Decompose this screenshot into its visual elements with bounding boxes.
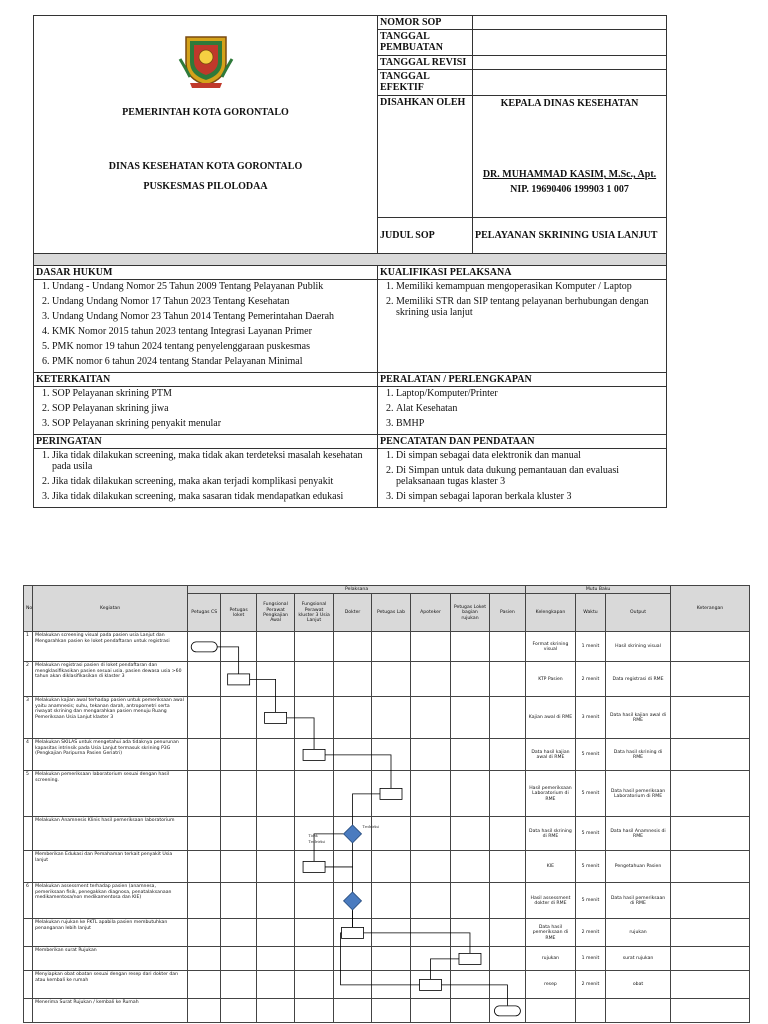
judul-sop-value: PELAYANAN SKRINING USIA LANJUT bbox=[473, 218, 667, 254]
table-row bbox=[24, 739, 750, 771]
actor-header: Fungsional Perawat Pengkajian Awal bbox=[256, 594, 294, 632]
actor-cell bbox=[451, 662, 489, 697]
kelengkapan-cell: KIE bbox=[526, 851, 576, 883]
actor-cell bbox=[372, 999, 410, 1023]
output-cell: Data registrasi di RME bbox=[606, 662, 671, 697]
actor-cell bbox=[410, 851, 451, 883]
actor-cell bbox=[295, 971, 333, 999]
actor-cell bbox=[451, 817, 489, 851]
row-number: 2 bbox=[24, 662, 33, 697]
actor-cell bbox=[221, 971, 256, 999]
actor-cell bbox=[451, 999, 489, 1023]
actor-cell bbox=[372, 739, 410, 771]
list-item: 2. Undang Undang Nomor 17 Tahun 2023 Tentang Kesehatan bbox=[52, 296, 375, 307]
actor-cell bbox=[256, 697, 294, 739]
list-item: 1. SOP Pelayanan skrining PTM bbox=[52, 388, 375, 399]
actor-cell bbox=[295, 662, 333, 697]
actor-cell bbox=[333, 632, 371, 662]
actor-cell bbox=[410, 999, 451, 1023]
actor-cell bbox=[188, 971, 221, 999]
kegiatan-cell: Menerima Surat Rujukan / kembali ke Rumah bbox=[33, 999, 188, 1023]
label-terdeteksi-right: Terdeteksi bbox=[362, 823, 380, 829]
kegiatan-header: Kegiatan bbox=[33, 586, 188, 632]
actor-cell bbox=[489, 771, 525, 817]
kegiatan-cell: Melakukan registrasi pasien di loket pendaftaran dan mengklasifikasikan pasien sesuai usia. pasien dewasa usia >60 tahun akan diklasifikasikan di klaster 3 bbox=[33, 662, 188, 697]
tanggal-revisi-label: TANGGAL REVISI bbox=[378, 56, 473, 70]
actor-cell bbox=[333, 947, 371, 971]
list-item: 1. Laptop/Komputer/Printer bbox=[396, 388, 664, 399]
peringatan-list bbox=[34, 449, 378, 508]
actor-cell bbox=[256, 851, 294, 883]
actor-cell bbox=[295, 919, 333, 947]
kelengkapan-cell: Hasil assessment dokter di RME bbox=[526, 883, 576, 919]
list-item: 3. BMHP bbox=[396, 418, 664, 429]
table-row bbox=[24, 999, 750, 1023]
actor-cell bbox=[333, 662, 371, 697]
approver-nip: NIP. 19690406 199903 1 007 bbox=[510, 184, 629, 195]
actor-cell bbox=[295, 883, 333, 919]
actor-cell bbox=[333, 697, 371, 739]
list-item: 2. SOP Pelayanan skrining jiwa bbox=[52, 403, 375, 414]
nomor-sop-label: NOMOR SOP bbox=[378, 16, 473, 30]
actor-cell bbox=[489, 697, 525, 739]
list-item: 4. KMK Nomor 2015 tahun 2023 tentang Integrasi Layanan Primer bbox=[52, 326, 375, 337]
waktu-cell: 2 menit bbox=[575, 662, 605, 697]
kualifikasi-title: KUALIFIKASI PELAKSANA bbox=[378, 266, 667, 280]
keterangan-cell bbox=[670, 697, 749, 739]
actor-cell bbox=[221, 947, 256, 971]
waktu-cell: 1 menit bbox=[575, 632, 605, 662]
actor-header: Petugas Loket bagian rujukan bbox=[451, 594, 489, 632]
actor-cell bbox=[451, 697, 489, 739]
actor-cell bbox=[188, 662, 221, 697]
row-number: 5 bbox=[24, 771, 33, 817]
keterangan-cell bbox=[670, 632, 749, 662]
actor-cell bbox=[256, 662, 294, 697]
kegiatan-cell: Melakukan pemeriksaan laboratorium sesuai dengan hasil screening. bbox=[33, 771, 188, 817]
unit-line: PUSKESMAS PILOLODAA bbox=[143, 181, 268, 192]
separator-row bbox=[34, 254, 667, 266]
kegiatan-cell: Melakukan rujukan ke FKTL apabila pasien membutuhkan penanganan lebih lanjut bbox=[33, 919, 188, 947]
actor-cell bbox=[221, 771, 256, 817]
actor-header: Petugas loket bbox=[221, 594, 256, 632]
actor-cell bbox=[333, 971, 371, 999]
keterangan-cell bbox=[670, 662, 749, 697]
approver-name: DR. MUHAMMAD KASIM, M.Sc., Apt. bbox=[482, 169, 657, 180]
actor-cell bbox=[451, 739, 489, 771]
peringatan-title: PERINGATAN bbox=[34, 435, 378, 449]
kelengkapan-cell: Format skrining visual bbox=[526, 632, 576, 662]
keterangan-header: Keterangan bbox=[670, 586, 749, 632]
actor-cell bbox=[221, 697, 256, 739]
waktu-cell bbox=[575, 999, 605, 1023]
actor-cell bbox=[295, 999, 333, 1023]
keterangan-cell bbox=[670, 999, 749, 1023]
table-row bbox=[24, 883, 750, 919]
kelengkapan-cell: Data hasil pemeriksaan di RME bbox=[526, 919, 576, 947]
actor-cell bbox=[489, 971, 525, 999]
output-cell: Hasil skrining visual bbox=[606, 632, 671, 662]
actor-cell bbox=[188, 999, 221, 1023]
actor-cell bbox=[489, 947, 525, 971]
table-row bbox=[24, 632, 750, 662]
actor-cell bbox=[256, 632, 294, 662]
actor-cell bbox=[372, 947, 410, 971]
actor-cell bbox=[295, 632, 333, 662]
list-item: 3. Di simpan sebagai laporan berkala kluster 3 bbox=[396, 491, 664, 502]
actor-cell bbox=[188, 697, 221, 739]
actor-cell bbox=[489, 999, 525, 1023]
actor-cell bbox=[333, 919, 371, 947]
waktu-cell: 3 menit bbox=[575, 697, 605, 739]
output-cell: Data hasil Anamnesis di RME bbox=[606, 817, 671, 851]
actor-cell bbox=[221, 817, 256, 851]
actor-cell bbox=[451, 771, 489, 817]
list-item: 2. Alat Kesehatan bbox=[396, 403, 664, 414]
actor-header: Petugas CS bbox=[188, 594, 221, 632]
keterangan-cell bbox=[670, 771, 749, 817]
kualifikasi-list bbox=[378, 280, 667, 373]
waktu-cell: 5 menit bbox=[575, 771, 605, 817]
dept-line: DINAS KESEHATAN KOTA GORONTALO bbox=[108, 161, 303, 172]
list-item: 1. Jika tidak dilakukan screening, maka tidak akan terdeteksi masalah kesehatan pada usila bbox=[52, 450, 375, 472]
judul-sop-label: JUDUL SOP bbox=[378, 218, 473, 254]
actor-cell bbox=[451, 947, 489, 971]
actor-cell bbox=[451, 851, 489, 883]
output-cell: obat bbox=[606, 971, 671, 999]
peralatan-list bbox=[378, 387, 667, 435]
actor-cell bbox=[221, 883, 256, 919]
list-item: 3. Jika tidak dilakukan screening, maka sasaran tidak mendapatkan edukasi bbox=[52, 491, 375, 502]
actor-cell bbox=[489, 883, 525, 919]
peralatan-title: PERALATAN / PERLENGKAPAN bbox=[378, 373, 667, 387]
waktu-cell: 1 menit bbox=[575, 947, 605, 971]
waktu-cell: 5 menit bbox=[575, 817, 605, 851]
approver-cell bbox=[473, 96, 667, 218]
actor-cell bbox=[188, 919, 221, 947]
table-row bbox=[24, 662, 750, 697]
actor-cell bbox=[410, 971, 451, 999]
output-cell: Pengetahuan Pasien bbox=[606, 851, 671, 883]
actor-cell bbox=[256, 883, 294, 919]
no-header: No bbox=[24, 586, 33, 632]
actor-cell bbox=[221, 851, 256, 883]
list-item: 2. Di Simpan untuk data dukung pemantauan dan evaluasi pelaksanaan tugas klaster 3 bbox=[396, 465, 664, 487]
actor-cell bbox=[410, 919, 451, 947]
actor-cell bbox=[256, 999, 294, 1023]
row-number: 1 bbox=[24, 632, 33, 662]
keterangan-cell bbox=[670, 883, 749, 919]
list-item: 5. PMK nomor 19 tahun 2024 tentang penyelenggaraan puskesmas bbox=[52, 341, 375, 352]
actor-cell bbox=[188, 851, 221, 883]
actor-cell bbox=[256, 771, 294, 817]
kelengkapan-cell: resep bbox=[526, 971, 576, 999]
actor-cell bbox=[221, 632, 256, 662]
waktu-cell: 2 menit bbox=[575, 919, 605, 947]
actor-header: Petugas Lab bbox=[372, 594, 410, 632]
table-row bbox=[24, 947, 750, 971]
actor-cell bbox=[188, 739, 221, 771]
actor-cell bbox=[221, 919, 256, 947]
table-row bbox=[24, 817, 750, 851]
keterangan-cell bbox=[670, 947, 749, 971]
row-number: 3 bbox=[24, 697, 33, 739]
list-item: 2. Memiliki STR dan SIP tentang pelayanan berhubungan dengan skrining usia lanjut bbox=[396, 296, 664, 318]
actor-cell bbox=[333, 999, 371, 1023]
kelengkapan-cell: KTP Pasien bbox=[526, 662, 576, 697]
org-line: PEMERINTAH KOTA GORONTALO bbox=[122, 107, 289, 118]
actor-cell bbox=[333, 739, 371, 771]
output-cell: surat rujukan bbox=[606, 947, 671, 971]
list-item: 1. Di simpan sebagai data elektronik dan manual bbox=[396, 450, 664, 461]
keterangan-cell bbox=[670, 739, 749, 771]
actor-cell bbox=[410, 947, 451, 971]
actor-cell bbox=[188, 947, 221, 971]
actor-header: Apoteker bbox=[410, 594, 451, 632]
table-row bbox=[24, 919, 750, 947]
actor-cell bbox=[489, 851, 525, 883]
waktu-cell: 5 menit bbox=[575, 851, 605, 883]
actor-cell bbox=[410, 632, 451, 662]
row-number bbox=[24, 919, 33, 947]
actor-cell bbox=[295, 851, 333, 883]
actor-cell bbox=[188, 817, 221, 851]
output-cell: Data hasil kajian awal di RME bbox=[606, 697, 671, 739]
actor-cell bbox=[372, 771, 410, 817]
row-number: 6 bbox=[24, 883, 33, 919]
disahkan-oleh-label: DISAHKAN OLEH bbox=[378, 96, 473, 218]
dasar-hukum-title: DASAR HUKUM bbox=[34, 266, 378, 280]
sop-header-table bbox=[33, 15, 667, 508]
actor-cell bbox=[451, 971, 489, 999]
actor-cell bbox=[372, 632, 410, 662]
kelengkapan-cell: Data hasil skrining di RME bbox=[526, 817, 576, 851]
actor-cell bbox=[333, 817, 371, 851]
actor-cell bbox=[451, 632, 489, 662]
actor-cell bbox=[410, 697, 451, 739]
tanggal-efektif-value bbox=[473, 70, 667, 96]
table-row bbox=[24, 771, 750, 817]
actor-cell bbox=[256, 947, 294, 971]
actor-cell bbox=[489, 632, 525, 662]
actor-cell bbox=[410, 739, 451, 771]
kegiatan-cell: Melakukan assessment terhadap pasien (anamnesa, pemeriksaan fisik, penegakkan diagnosa, penatalaksanaan medikamentosa/non medikamentosa dan KIE) bbox=[33, 883, 188, 919]
list-item: 3. SOP Pelayanan skrining penyakit menular bbox=[52, 418, 375, 429]
dasar-hukum-list bbox=[34, 280, 378, 373]
kegiatan-cell: Menyiapkan obat obatan sesuai dengan resep dari dokter dan atau kembali ke rumah bbox=[33, 971, 188, 999]
row-number bbox=[24, 971, 33, 999]
actor-cell bbox=[188, 632, 221, 662]
actor-cell bbox=[410, 817, 451, 851]
mutu-baku-header: Mutu Baku bbox=[526, 586, 671, 594]
actor-cell bbox=[188, 771, 221, 817]
list-item: 1. Undang - Undang Nomor 25 Tahun 2009 Tentang Pelayanan Publik bbox=[52, 281, 375, 292]
actor-cell bbox=[221, 662, 256, 697]
actor-cell bbox=[451, 919, 489, 947]
waktu-cell: 5 menit bbox=[575, 739, 605, 771]
row-number bbox=[24, 999, 33, 1023]
actor-cell bbox=[295, 739, 333, 771]
pencatatan-title: PENCATATAN DAN PENDATAAN bbox=[378, 435, 667, 449]
actor-cell bbox=[256, 919, 294, 947]
kegiatan-cell: Memberikan Edukasi dan Pemahaman terkait penyakit Usia lanjut bbox=[33, 851, 188, 883]
kelengkapan-cell: Kajian awal di RME bbox=[526, 697, 576, 739]
actor-cell bbox=[410, 883, 451, 919]
actor-cell bbox=[410, 662, 451, 697]
keterangan-cell bbox=[670, 817, 749, 851]
table-row bbox=[24, 697, 750, 739]
actor-cell bbox=[410, 771, 451, 817]
pencatatan-list bbox=[378, 449, 667, 508]
mutu-col-header: Waktu bbox=[575, 594, 605, 632]
list-item: 6. PMK nomor 6 tahun 2024 tentang Standar Pelayanan Minimal bbox=[52, 356, 375, 367]
tanggal-efektif-label: TANGGAL EFEKTIF bbox=[378, 70, 473, 96]
actor-cell bbox=[295, 817, 333, 851]
actor-cell bbox=[221, 739, 256, 771]
output-cell: Data hasil pemeriksaan Laboratorium di RME bbox=[606, 771, 671, 817]
list-item: 2. Jika tidak dilakukan screening, maka akan terjadi komplikasi penyakit bbox=[52, 476, 375, 487]
actor-cell bbox=[489, 739, 525, 771]
table-row bbox=[24, 971, 750, 999]
actor-cell bbox=[333, 771, 371, 817]
actor-cell bbox=[372, 851, 410, 883]
actor-cell bbox=[295, 947, 333, 971]
list-item: 3. Undang Undang Nomor 23 Tahun 2014 Tentang Pemerintahan Daerah bbox=[52, 311, 375, 322]
kegiatan-cell: Melakukan screening visual pada pasien usia Lanjut dan Mengarahkan pasien ke loket pendaftaran untuk registrasi bbox=[33, 632, 188, 662]
actor-cell bbox=[489, 919, 525, 947]
table-row bbox=[24, 851, 750, 883]
nomor-sop-value bbox=[473, 16, 667, 30]
keterkaitan-list bbox=[34, 387, 378, 435]
kegiatan-cell: Melakukan kajian awal terhadap pasien untuk pemeriksaan awal yaitu anamnesis; suhu, tekanan darah, antropometri serta riwayat skrining dan mengarahkan pasien menuju Ruang Pemeriksaan Usia Lanjut klaster 3 bbox=[33, 697, 188, 739]
actor-cell bbox=[256, 739, 294, 771]
actor-cell bbox=[451, 883, 489, 919]
keterangan-cell bbox=[670, 919, 749, 947]
row-number: 4 bbox=[24, 739, 33, 771]
actor-header: Dokter bbox=[333, 594, 371, 632]
output-cell: rujukan bbox=[606, 919, 671, 947]
actor-cell bbox=[295, 697, 333, 739]
actor-cell bbox=[372, 817, 410, 851]
keterangan-cell bbox=[670, 851, 749, 883]
actor-cell bbox=[372, 919, 410, 947]
output-cell bbox=[606, 999, 671, 1023]
actor-header: Pasien bbox=[489, 594, 525, 632]
actor-cell bbox=[256, 971, 294, 999]
actor-cell bbox=[489, 817, 525, 851]
output-cell: Data hasil skrining di RME bbox=[606, 739, 671, 771]
actor-cell bbox=[221, 999, 256, 1023]
actor-cell bbox=[372, 697, 410, 739]
keterkaitan-title: KETERKAITAN bbox=[34, 373, 378, 387]
actor-cell bbox=[372, 883, 410, 919]
waktu-cell: 5 menit bbox=[575, 883, 605, 919]
kegiatan-cell: Melakukan Anamnesis Klinis hasil pemeriksaan laboratorium bbox=[33, 817, 188, 851]
label-tidak: Tidak bbox=[308, 832, 318, 838]
actor-cell bbox=[372, 971, 410, 999]
kelengkapan-cell: rujukan bbox=[526, 947, 576, 971]
actor-cell bbox=[489, 662, 525, 697]
actor-header: Fungsional Perawat kluster 3 Usia Lanjut bbox=[295, 594, 333, 632]
actor-cell bbox=[333, 851, 371, 883]
actor-cell bbox=[372, 662, 410, 697]
row-number bbox=[24, 851, 33, 883]
tanggal-pembuatan-label: TANGGAL PEMBUATAN bbox=[378, 30, 473, 56]
actor-cell bbox=[333, 883, 371, 919]
tanggal-pembuatan-value bbox=[473, 30, 667, 56]
actor-cell bbox=[256, 817, 294, 851]
approver-title: KEPALA DINAS KESEHATAN bbox=[500, 98, 639, 109]
pelaksana-header: Pelaksana bbox=[188, 586, 526, 594]
kelengkapan-cell: Hasil pemeriksaan Laboratorium di RME bbox=[526, 771, 576, 817]
mutu-col-header: Kelengkapan bbox=[526, 594, 576, 632]
row-number bbox=[24, 947, 33, 971]
tanggal-revisi-value bbox=[473, 56, 667, 70]
flowchart-table bbox=[23, 585, 750, 1023]
output-cell: Data hasil pemeriksaan di RME bbox=[606, 883, 671, 919]
list-item: 1. Memiliki kemampuan mengoperasikan Komputer / Laptop bbox=[396, 281, 664, 292]
mutu-col-header: Output bbox=[606, 594, 671, 632]
kegiatan-cell: Memberikan surat Rujukan bbox=[33, 947, 188, 971]
city-emblem-icon bbox=[176, 29, 236, 89]
institution-cell bbox=[34, 16, 378, 254]
waktu-cell: 2 menit bbox=[575, 971, 605, 999]
actor-cell bbox=[188, 883, 221, 919]
kelengkapan-cell: Data hasil kajian awal di RME bbox=[526, 739, 576, 771]
kelengkapan-cell bbox=[526, 999, 576, 1023]
keterangan-cell bbox=[670, 971, 749, 999]
kegiatan-cell: Melakukan SKILAS untuk mengetahui ada tidaknya penurunan kapasitas intrinsik pada Usia Lanjut termasuk skrining P3G (Pengkajian Paripurna Pasien Geriatri) bbox=[33, 739, 188, 771]
label-terdeteksi-left: Terdeteksi bbox=[308, 838, 326, 844]
row-number bbox=[24, 817, 33, 851]
actor-cell bbox=[295, 771, 333, 817]
